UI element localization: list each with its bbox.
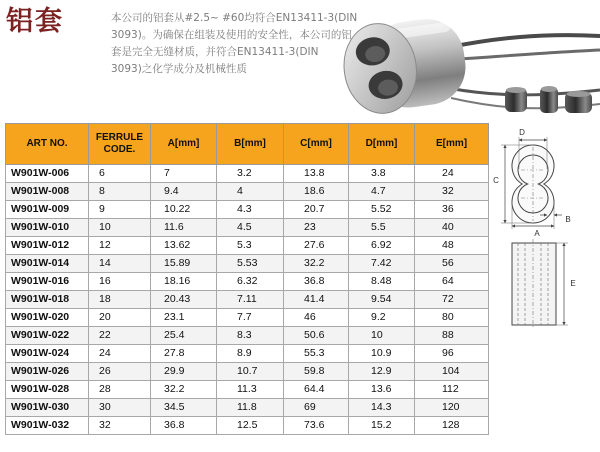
c-mm-cell: 41.4 — [284, 291, 349, 309]
art-no-cell: W901W-020 — [6, 309, 89, 327]
e-mm-cell: 56 — [415, 255, 489, 273]
header-d-mm: D[mm] — [349, 124, 415, 165]
b-mm-cell: 5.3 — [217, 237, 284, 255]
ferrule-code-cell: 6 — [89, 165, 151, 183]
a-mm-cell: 9.4 — [151, 183, 217, 201]
table-row — [6, 183, 489, 201]
c-mm-cell: 59.8 — [284, 363, 349, 381]
e-mm-cell: 48 — [415, 237, 489, 255]
header-a-mm: A[mm] — [151, 124, 217, 165]
art-no-cell: W901W-018 — [6, 291, 89, 309]
art-no-cell: W901W-010 — [6, 219, 89, 237]
description-line: 3093)之化学成分及机械性质 — [111, 63, 247, 75]
a-mm-cell: 25.4 — [151, 327, 217, 345]
ferrule-code-cell: 30 — [89, 399, 151, 417]
a-mm-cell: 18.16 — [151, 273, 217, 291]
ferrule-code-cell: 24 — [89, 345, 151, 363]
e-mm-cell: 64 — [415, 273, 489, 291]
a-mm-cell: 10.22 — [151, 201, 217, 219]
c-mm-cell: 50.6 — [284, 327, 349, 345]
header-art-no: ART NO. — [6, 124, 89, 165]
art-no-cell: W901W-008 — [6, 183, 89, 201]
c-mm-cell: 73.6 — [284, 417, 349, 435]
d-mm-cell: 9.54 — [349, 291, 415, 309]
ferrule-code-cell: 9 — [89, 201, 151, 219]
ferrule-code-cell: 22 — [89, 327, 151, 345]
ferrule-small — [540, 86, 558, 113]
a-mm-cell: 29.9 — [151, 363, 217, 381]
ferrule-code-cell: 32 — [89, 417, 151, 435]
d-mm-cell: 10.9 — [349, 345, 415, 363]
table-row — [6, 381, 489, 399]
d-mm-cell: 3.8 — [349, 165, 415, 183]
d-mm-cell: 12.9 — [349, 363, 415, 381]
a-mm-cell: 32.2 — [151, 381, 217, 399]
b-mm-cell: 7.7 — [217, 309, 284, 327]
ferrule-code-cell: 14 — [89, 255, 151, 273]
d-mm-cell: 9.2 — [349, 309, 415, 327]
dimension-label-d: D — [519, 128, 525, 137]
art-no-cell: W901W-014 — [6, 255, 89, 273]
product-photo — [335, 0, 600, 122]
specification-table — [5, 123, 489, 435]
b-mm-cell: 10.7 — [217, 363, 284, 381]
c-mm-cell: 18.6 — [284, 183, 349, 201]
d-mm-cell: 5.5 — [349, 219, 415, 237]
a-mm-cell: 15.89 — [151, 255, 217, 273]
art-no-cell: W901W-006 — [6, 165, 89, 183]
a-mm-cell: 11.6 — [151, 219, 217, 237]
b-mm-cell: 11.8 — [217, 399, 284, 417]
b-mm-cell: 8.3 — [217, 327, 284, 345]
page-title: 铝套 — [6, 6, 64, 37]
table-row — [6, 219, 489, 237]
b-mm-cell: 12.5 — [217, 417, 284, 435]
ferrule-code-cell: 10 — [89, 219, 151, 237]
d-mm-cell: 15.2 — [349, 417, 415, 435]
table-row — [6, 399, 489, 417]
table-row — [6, 345, 489, 363]
c-mm-cell: 64.4 — [284, 381, 349, 399]
technical-drawing — [488, 125, 600, 335]
header-c-mm: C[mm] — [284, 124, 349, 165]
art-no-cell: W901W-016 — [6, 273, 89, 291]
a-mm-cell: 34.5 — [151, 399, 217, 417]
a-mm-cell: 13.62 — [151, 237, 217, 255]
d-mm-cell: 13.6 — [349, 381, 415, 399]
c-mm-cell: 23 — [284, 219, 349, 237]
table-body — [6, 165, 489, 435]
c-mm-cell: 69 — [284, 399, 349, 417]
d-mm-cell: 10 — [349, 327, 415, 345]
table-row — [6, 273, 489, 291]
c-mm-cell: 32.2 — [284, 255, 349, 273]
b-mm-cell: 11.3 — [217, 381, 284, 399]
e-mm-cell: 120 — [415, 399, 489, 417]
b-mm-cell: 4 — [217, 183, 284, 201]
dimension-label-e: E — [570, 279, 576, 288]
header-e-mm: E[mm] — [415, 124, 489, 165]
ferrule-code-cell: 28 — [89, 381, 151, 399]
table-row — [6, 255, 489, 273]
c-mm-cell: 36.8 — [284, 273, 349, 291]
e-mm-cell: 112 — [415, 381, 489, 399]
table-row — [6, 237, 489, 255]
side-view-outline — [512, 243, 556, 325]
product-description — [111, 10, 357, 78]
a-mm-cell: 36.8 — [151, 417, 217, 435]
dimension-label-b: B — [565, 215, 571, 224]
ferrule-code-cell: 18 — [89, 291, 151, 309]
art-no-cell: W901W-022 — [6, 327, 89, 345]
e-mm-cell: 88 — [415, 327, 489, 345]
art-no-cell: W901W-009 — [6, 201, 89, 219]
art-no-cell: W901W-028 — [6, 381, 89, 399]
e-mm-cell: 32 — [415, 183, 489, 201]
table-row — [6, 165, 489, 183]
art-no-cell: W901W-012 — [6, 237, 89, 255]
e-mm-cell: 40 — [415, 219, 489, 237]
a-mm-cell: 20.43 — [151, 291, 217, 309]
description-line: 本公司的铝套从#2.5~ #60均符合EN13411-3(DIN — [111, 12, 358, 24]
dimension-label-c: C — [493, 176, 499, 185]
header-b-mm: B[mm] — [217, 124, 284, 165]
art-no-cell: W901W-026 — [6, 363, 89, 381]
b-mm-cell: 7.11 — [217, 291, 284, 309]
ferrule-small — [505, 87, 527, 112]
art-no-cell: W901W-032 — [6, 417, 89, 435]
c-mm-cell: 27.6 — [284, 237, 349, 255]
ferrule-small — [565, 91, 592, 113]
ferrule-code-cell: 20 — [89, 309, 151, 327]
d-mm-cell: 6.92 — [349, 237, 415, 255]
dimension-label-a: A — [534, 229, 540, 238]
c-mm-cell: 55.3 — [284, 345, 349, 363]
e-mm-cell: 24 — [415, 165, 489, 183]
table-row — [6, 201, 489, 219]
e-mm-cell: 36 — [415, 201, 489, 219]
table-row — [6, 291, 489, 309]
e-mm-cell: 96 — [415, 345, 489, 363]
e-mm-cell: 104 — [415, 363, 489, 381]
d-mm-cell: 14.3 — [349, 399, 415, 417]
ferrule-code-cell: 16 — [89, 273, 151, 291]
table-row — [6, 417, 489, 435]
e-mm-cell: 72 — [415, 291, 489, 309]
art-no-cell: W901W-024 — [6, 345, 89, 363]
ferrule-code-cell: 12 — [89, 237, 151, 255]
table-row — [6, 363, 489, 381]
c-mm-cell: 46 — [284, 309, 349, 327]
b-mm-cell: 8.9 — [217, 345, 284, 363]
description-line: 3093)。为确保在组装及使用的安全性，本公司的铝 — [111, 29, 352, 41]
a-mm-cell: 7 — [151, 165, 217, 183]
a-mm-cell: 23.1 — [151, 309, 217, 327]
b-mm-cell: 3.2 — [217, 165, 284, 183]
e-mm-cell: 128 — [415, 417, 489, 435]
table-row — [6, 309, 489, 327]
e-mm-cell: 80 — [415, 309, 489, 327]
description-line: 套是完全无缝材质，并符合EN13411-3(DIN — [111, 46, 319, 58]
d-mm-cell: 5.52 — [349, 201, 415, 219]
d-mm-cell: 7.42 — [349, 255, 415, 273]
ferrule-code-cell: 8 — [89, 183, 151, 201]
a-mm-cell: 27.8 — [151, 345, 217, 363]
c-mm-cell: 13.8 — [284, 165, 349, 183]
c-mm-cell: 20.7 — [284, 201, 349, 219]
b-mm-cell: 5.53 — [217, 255, 284, 273]
d-mm-cell: 8.48 — [349, 273, 415, 291]
art-no-cell: W901W-030 — [6, 399, 89, 417]
table-row — [6, 327, 489, 345]
d-mm-cell: 4.7 — [349, 183, 415, 201]
ferrule-code-cell: 26 — [89, 363, 151, 381]
table-header-row — [6, 124, 489, 165]
header-ferrule-code: FERRULE CODE. — [89, 124, 151, 165]
b-mm-cell: 4.3 — [217, 201, 284, 219]
ferrule-large — [338, 12, 470, 118]
b-mm-cell: 4.5 — [217, 219, 284, 237]
b-mm-cell: 6.32 — [217, 273, 284, 291]
